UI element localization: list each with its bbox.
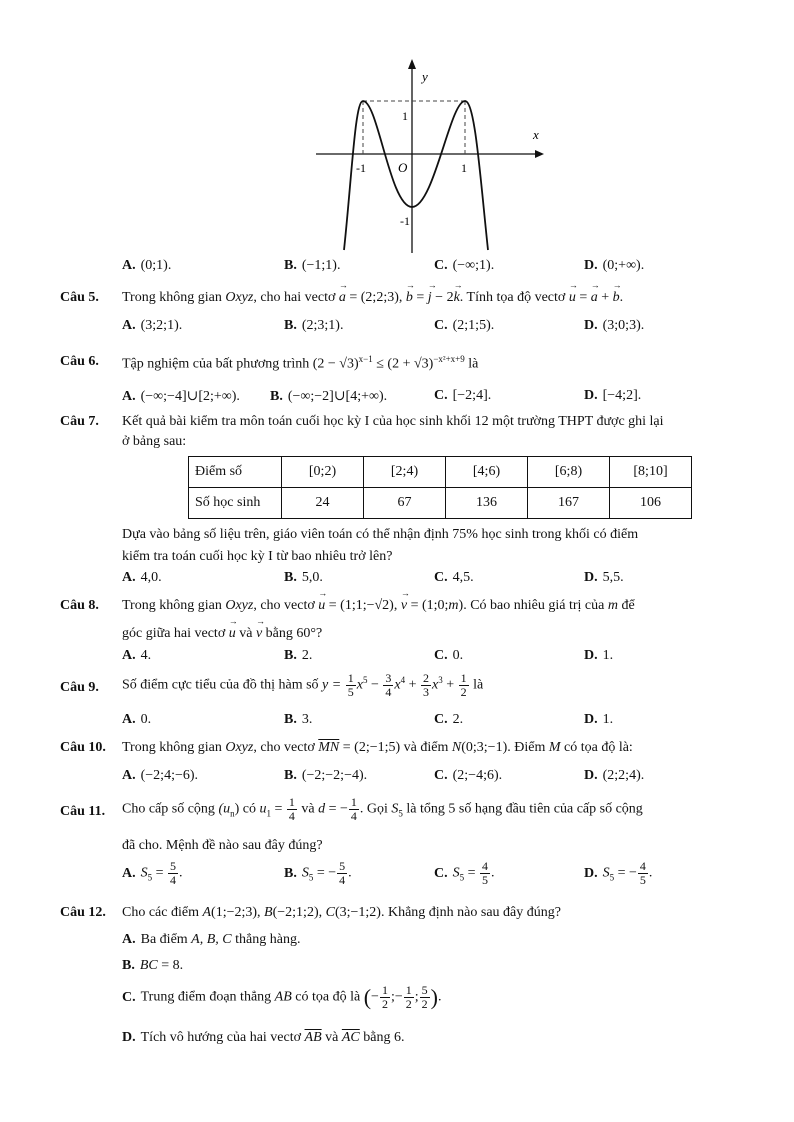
- option-text: 4,0.: [140, 570, 162, 585]
- option-text: 0.: [140, 712, 152, 727]
- y-tick-1: 1: [402, 109, 408, 123]
- option-text: 2.: [452, 712, 464, 727]
- table-cell: 106: [610, 488, 692, 519]
- q10-option-a[interactable]: [122, 768, 198, 784]
- q7-option-c[interactable]: [434, 570, 474, 586]
- q8-line2: góc giữa hai vectơ → u và → v bằng 60°?: [122, 626, 322, 642]
- q5-option-d[interactable]: [584, 318, 644, 334]
- q11-text: Cho cấp số cộng $(u_n)$ có $u_1$ = $\frac{1}{4}$ và d = − $\frac{1}{4}$ . Gọi $S_5$ là tổng 5 số hạng đầu tiên của cấp số cộng: [122, 795, 643, 823]
- option-letter: A.: [122, 768, 136, 783]
- q9-option-c[interactable]: [434, 712, 463, 728]
- q6-option-d[interactable]: [584, 388, 641, 404]
- q11-option-b[interactable]: B. $S_5$ = − $\frac{5}{4}$ .: [284, 859, 352, 887]
- option-letter: A.: [122, 712, 136, 727]
- option-text: [−4;2].: [602, 388, 642, 403]
- option-text: (−∞;−4]∪[2;+∞).: [140, 389, 240, 404]
- option-letter: D.: [584, 258, 598, 273]
- q7-option-d[interactable]: [584, 570, 624, 586]
- q7-option-a[interactable]: [122, 570, 162, 586]
- q12-option-d[interactable]: D. Tích vô hướng của hai vectơ $\overline{AB}$ và $\overline{AC}$ bằng 6.: [122, 1030, 405, 1045]
- q5-option-c[interactable]: [434, 318, 494, 334]
- q7-line1: Kết quả bài kiểm tra môn toán cuối học kỳ I của học sinh khối 12 một trường THPT được ghi lại: [122, 414, 664, 429]
- table-row: [189, 457, 692, 488]
- table-header: Điểm số: [189, 457, 282, 488]
- q5-label: Câu 5.: [60, 290, 99, 305]
- q8-label: Câu 8.: [60, 598, 99, 613]
- option-letter: C.: [434, 768, 448, 783]
- option-text: (2;2;4).: [602, 768, 645, 783]
- q7-label: Câu 7.: [60, 414, 99, 429]
- x-tick-neg1: -1: [356, 161, 366, 175]
- score-table: [188, 456, 692, 519]
- y-tick-neg1: -1: [400, 214, 410, 228]
- x-label: x: [533, 127, 539, 142]
- q7-line2: ở bảng sau:: [122, 434, 187, 449]
- option-text: 1.: [602, 712, 614, 727]
- option-letter: C.: [434, 865, 448, 881]
- option-letter: B.: [284, 570, 297, 585]
- option-text: (−2;−2;−4).: [301, 768, 368, 783]
- y-axis-arrow: [408, 59, 416, 69]
- option-text: (−∞;−2]∪[4;+∞).: [287, 389, 388, 404]
- curve: [344, 101, 488, 250]
- q7-after1: Dựa vào bảng số liệu trên, giáo viên toán có thể nhận định 75% học sinh trong khối có điểm: [122, 527, 639, 542]
- option-text: [−2;4].: [452, 388, 492, 403]
- q8-option-d[interactable]: [584, 648, 613, 664]
- option-letter: C.: [434, 258, 448, 273]
- q11-label: Câu 11.: [60, 804, 106, 819]
- q8-text: Trong không gian Oxyz, cho vectơ → u = (1;1;−√2), → v = (1;0;m). Có bao nhiêu giá trị của m để: [122, 598, 635, 614]
- q4-option-b[interactable]: [284, 258, 340, 274]
- option-letter: C.: [434, 712, 448, 727]
- function-graph: [300, 55, 560, 255]
- option-letter: C.: [434, 570, 448, 585]
- table-cell: 136: [446, 488, 528, 519]
- option-letter: B.: [284, 318, 297, 333]
- option-text: (2;−4;6).: [452, 768, 503, 783]
- q6-label: Câu 6.: [60, 354, 99, 369]
- option-letter: B.: [284, 865, 297, 881]
- q10-text: Trong không gian Oxyz, cho vectơ $\overline{MN}$ = (2;−1;5) và điểm N(0;3;−1). Điểm M có tọa độ là:: [122, 740, 633, 755]
- q8-option-a[interactable]: [122, 648, 151, 664]
- option-letter: A.: [122, 932, 136, 947]
- q8-option-b[interactable]: [284, 648, 312, 664]
- q5-text: Trong không gian Oxyz, cho hai vectơ → a = (2;2;3), → b = → j − 2→ k. Tính tọa độ vectơ → u = → a + → b.: [122, 290, 623, 306]
- option-letter: D.: [584, 648, 598, 663]
- option-letter: B.: [284, 258, 297, 273]
- option-text: 0.: [452, 648, 464, 663]
- q12-option-c[interactable]: C. Trung điểm đoạn thẳng AB có tọa độ là (− $\frac{1}{2}$ ;− $\frac{1}{2}$ ; $\frac{5}{2}$ ).: [122, 983, 442, 1011]
- q11-line2: đã cho. Mệnh đề nào sau đây đúng?: [122, 838, 323, 853]
- table-cell: 24: [282, 488, 364, 519]
- option-text: (3;2;1).: [140, 318, 183, 333]
- q9-option-d[interactable]: [584, 712, 613, 728]
- q9-label: Câu 9.: [60, 680, 99, 695]
- x-axis-arrow: [535, 150, 544, 158]
- option-letter: C.: [434, 318, 448, 333]
- option-text: 5,0.: [301, 570, 323, 585]
- option-letter: A.: [122, 570, 136, 585]
- q11-option-d[interactable]: D. $S_5$ = − $\frac{4}{5}$ .: [584, 859, 653, 887]
- q10-label: Câu 10.: [60, 740, 106, 755]
- option-letter: A.: [122, 648, 136, 663]
- q10-option-c[interactable]: [434, 768, 502, 784]
- q4-option-c[interactable]: [434, 258, 494, 274]
- option-text: (2;1;5).: [452, 318, 495, 333]
- option-text: (0;+∞).: [602, 258, 645, 273]
- table-cell: 167: [528, 488, 610, 519]
- option-text: (0;1).: [140, 258, 172, 273]
- q8-option-c[interactable]: [434, 648, 463, 664]
- option-text: (−∞;1).: [452, 258, 495, 273]
- q5-option-a[interactable]: [122, 318, 182, 334]
- q12-option-a[interactable]: A. Ba điểm A, B, C thẳng hàng.: [122, 932, 301, 947]
- option-letter: D.: [584, 570, 598, 585]
- option-letter: A.: [122, 318, 136, 333]
- option-text: 5,5.: [602, 570, 624, 585]
- q5-option-b[interactable]: [284, 318, 343, 334]
- table-cell: [4;6): [446, 457, 528, 488]
- option-text: (2;3;1).: [301, 318, 344, 333]
- option-text: (3;0;3).: [602, 318, 645, 333]
- q7-option-b[interactable]: [284, 570, 323, 586]
- option-letter: A.: [122, 865, 136, 881]
- q12-text: Cho các điểm A(1;−2;3), B(−2;1;2), C(3;−1;2). Khẳng định nào sau đây đúng?: [122, 905, 561, 920]
- option-text: (−2;4;−6).: [140, 768, 199, 783]
- option-letter: D.: [122, 1030, 136, 1045]
- option-letter: B.: [270, 389, 283, 404]
- option-letter: D.: [584, 712, 598, 727]
- q11-option-a[interactable]: A. $S_5$ = $\frac{5}{4}$ .: [122, 859, 183, 887]
- q9-option-a[interactable]: [122, 712, 151, 728]
- option-text: 4.: [140, 648, 152, 663]
- option-letter: D.: [584, 318, 598, 333]
- table-cell: [2;4): [364, 457, 446, 488]
- option-letter: B.: [284, 768, 297, 783]
- option-text: (−1;1).: [301, 258, 341, 273]
- option-text: 1.: [602, 648, 614, 663]
- q6-option-a[interactable]: [122, 388, 240, 405]
- table-cell: [6;8): [528, 457, 610, 488]
- q6-text: Tập nghiệm của bất phương trình $(2 - √3)^{x-1} \le (2 + √3)^{-x^2+x+9}$ là: [122, 354, 479, 372]
- option-letter: C.: [434, 388, 448, 403]
- option-letter: A.: [122, 389, 136, 404]
- option-letter: C.: [434, 648, 448, 663]
- q9-option-b[interactable]: [284, 712, 312, 728]
- q4-option-d[interactable]: [584, 258, 644, 274]
- option-letter: A.: [122, 258, 136, 273]
- table-header: Số học sinh: [189, 488, 282, 519]
- option-letter: D.: [584, 768, 598, 783]
- option-letter: D.: [584, 865, 598, 881]
- option-letter: D.: [584, 388, 598, 403]
- q10-option-b[interactable]: [284, 768, 367, 784]
- q12-option-b[interactable]: B. BC = 8.: [122, 958, 184, 973]
- q12-label: Câu 12.: [60, 905, 106, 920]
- q6-option-c[interactable]: [434, 388, 491, 404]
- option-letter: B.: [284, 648, 297, 663]
- y-label: y: [422, 69, 428, 84]
- table-cell: 67: [364, 488, 446, 519]
- table-cell: [0;2): [282, 457, 364, 488]
- option-letter: C.: [122, 989, 136, 1005]
- x-tick-1: 1: [461, 161, 467, 175]
- q7-after2: kiểm tra toán cuối học kỳ I từ bao nhiêu trở lên?: [122, 549, 393, 564]
- option-letter: B.: [122, 958, 135, 973]
- table-cell: [8;10]: [610, 457, 692, 488]
- option-text: 3.: [301, 712, 313, 727]
- q4-option-a[interactable]: [122, 258, 171, 274]
- option-letter: B.: [284, 712, 297, 727]
- table-row: [189, 488, 692, 519]
- origin-label: O: [398, 160, 408, 175]
- q6-option-b[interactable]: [270, 388, 387, 405]
- q9-text: Số điểm cực tiểu của đồ thị hàm số y = $\frac{1}{5}$ $x^5$ − $\frac{3}{4}$ $x^4$ + $\frac{2}{3}$ $x^3$ + $\frac{1}{2}$ là: [122, 671, 484, 699]
- option-text: 2.: [301, 648, 313, 663]
- option-text: 4,5.: [452, 570, 474, 585]
- q10-option-d[interactable]: [584, 768, 644, 784]
- q11-option-c[interactable]: C. $S_5$ = $\frac{4}{5}$ .: [434, 859, 495, 887]
